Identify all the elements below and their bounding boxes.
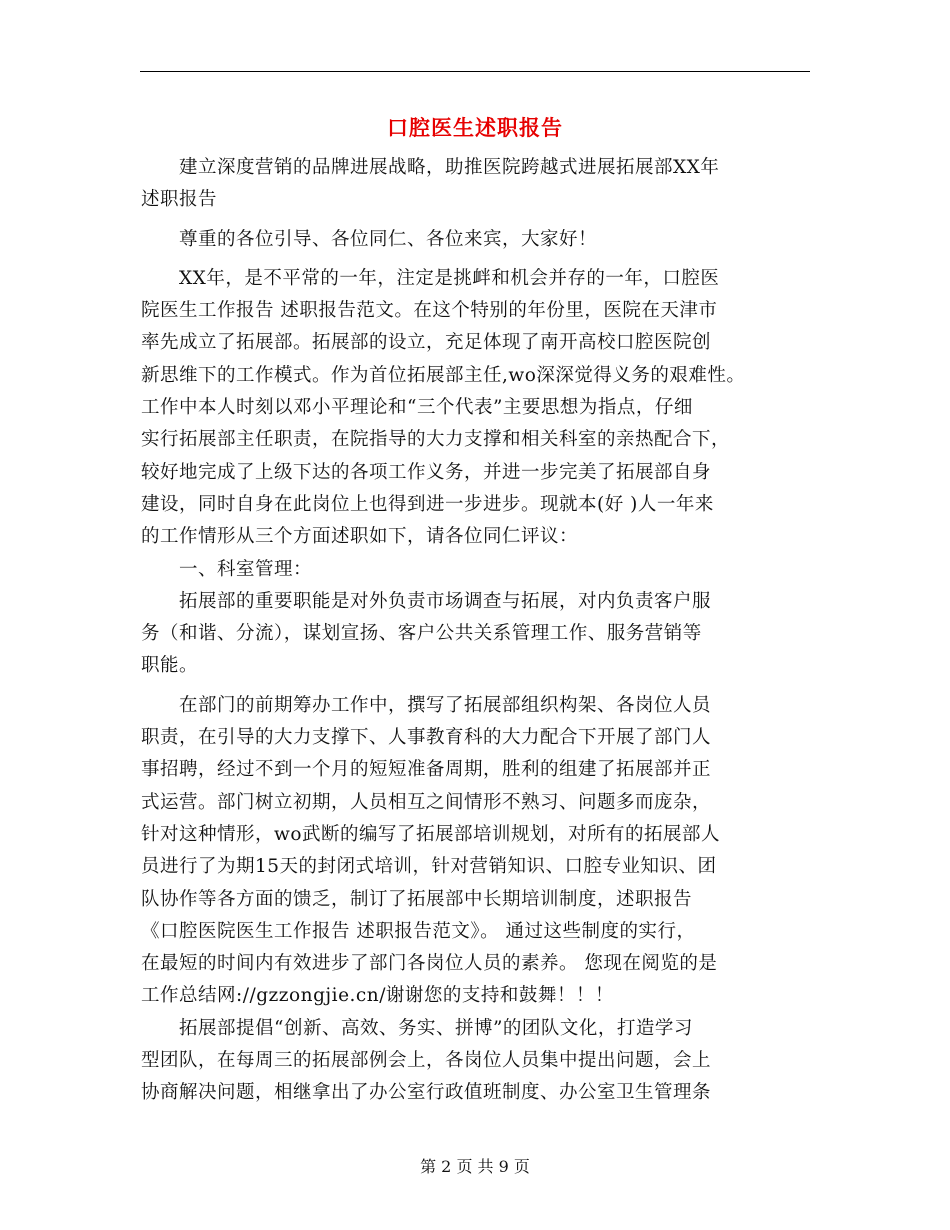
body-line: 式运营。部门树立初期，人员相互之间情形不熟习、问题多而庞杂， bbox=[141, 791, 712, 813]
body-line: 务（和谐、分流），谋划宣扬、客户公共关系管理工作、服务营销等 bbox=[141, 623, 702, 645]
body-line: 在最短的时间内有效进步了部门各岗位人员的素养。 您现在阅览的是 bbox=[141, 953, 718, 975]
body-line: 工作总结网://gzzongjie.cn/谢谢您的支持和鼓舞！！！ bbox=[141, 985, 614, 1007]
body-line: 在部门的前期筹办工作中，撰写了拓展部组织构架、各岗位人员 bbox=[141, 694, 712, 716]
document-body bbox=[141, 152, 811, 1110]
body-line: 建设，同时自身在此岗位上也得到进一步进步。现就本(好 )人一年来 bbox=[141, 493, 714, 515]
body-line: 实行拓展部主任职责，在院指导的大力支撑和相关科室的亲热配合下， bbox=[141, 429, 731, 451]
body-line: 事招聘，经过不到一个月的短短准备周期，胜利的组建了拓展部并正 bbox=[141, 759, 712, 781]
body-line: 较好地完成了上级下达的各项工作义务，并进一步完美了拓展部自身 bbox=[141, 461, 712, 483]
document-title: 口腔医生述职报告 bbox=[387, 115, 563, 140]
page-number-footer: 第 2 页 共 9 页 bbox=[420, 1157, 530, 1176]
body-line: 述职报告 bbox=[141, 189, 218, 211]
body-line: 职能。 bbox=[141, 655, 199, 677]
body-line: 拓展部的重要职能是对外负责市场调查与拓展，对内负责客户服 bbox=[141, 590, 712, 612]
header-rule bbox=[140, 71, 810, 72]
body-line: XX年，是不平常的一年，注定是挑衅和机会并存的一年，口腔医 bbox=[141, 267, 720, 289]
body-line: 尊重的各位引导、各位同仁、各位来宾，大家好！ bbox=[141, 228, 598, 250]
body-line: 型团队，在每周三的拓展部例会上，各岗位人员集中提出问题，会上 bbox=[141, 1050, 712, 1072]
body-line: 建立深度营销的品牌进展战略，助推医院跨越式进展拓展部XX年 bbox=[141, 157, 720, 178]
body-line: 新思维下的工作模式。作为首位拓展部主任,wo深深觉得义务的艰难性。 bbox=[141, 364, 746, 386]
body-line: 拓展部提倡“创新、高效、务实、拼博”的团队文化，打造学习 bbox=[141, 1017, 693, 1039]
body-line: 针对这种情形，wo武断的编写了拓展部培训规划，对所有的拓展部人 bbox=[141, 823, 720, 845]
body-line: 率先成立了拓展部。拓展部的设立，充足体现了南开高校口腔医院创 bbox=[141, 332, 712, 354]
section-heading: 一、科室管理： bbox=[141, 558, 313, 580]
body-line: 的工作情形从三个方面述职如下，请各位同仁评议： bbox=[141, 526, 579, 548]
body-line: 院医生工作报告 述职报告范文。在这个特别的年份里，医院在天津市 bbox=[141, 300, 718, 322]
body-line: 员进行了为期15天的封闭式培训，针对营销知识、口腔专业知识、团 bbox=[141, 856, 717, 878]
body-line: 职责，在引导的大力支撑下、人事教育科的大力配合下开展了部门人 bbox=[141, 727, 712, 749]
body-line: 队协作等各方面的馈乏，制订了拓展部中长期培训制度，述职报告 bbox=[141, 888, 693, 910]
body-line: 协商解决问题，相继拿出了办公室行政值班制度、办公室卫生管理条 bbox=[141, 1082, 712, 1104]
body-line: 工作中本人时刻以邓小平理论和“三个代表”主要思想为指点，仔细 bbox=[141, 397, 693, 419]
body-line: 《口腔医院医生工作报告 述职报告范文》。 通过这些制度的实行， bbox=[141, 920, 696, 942]
